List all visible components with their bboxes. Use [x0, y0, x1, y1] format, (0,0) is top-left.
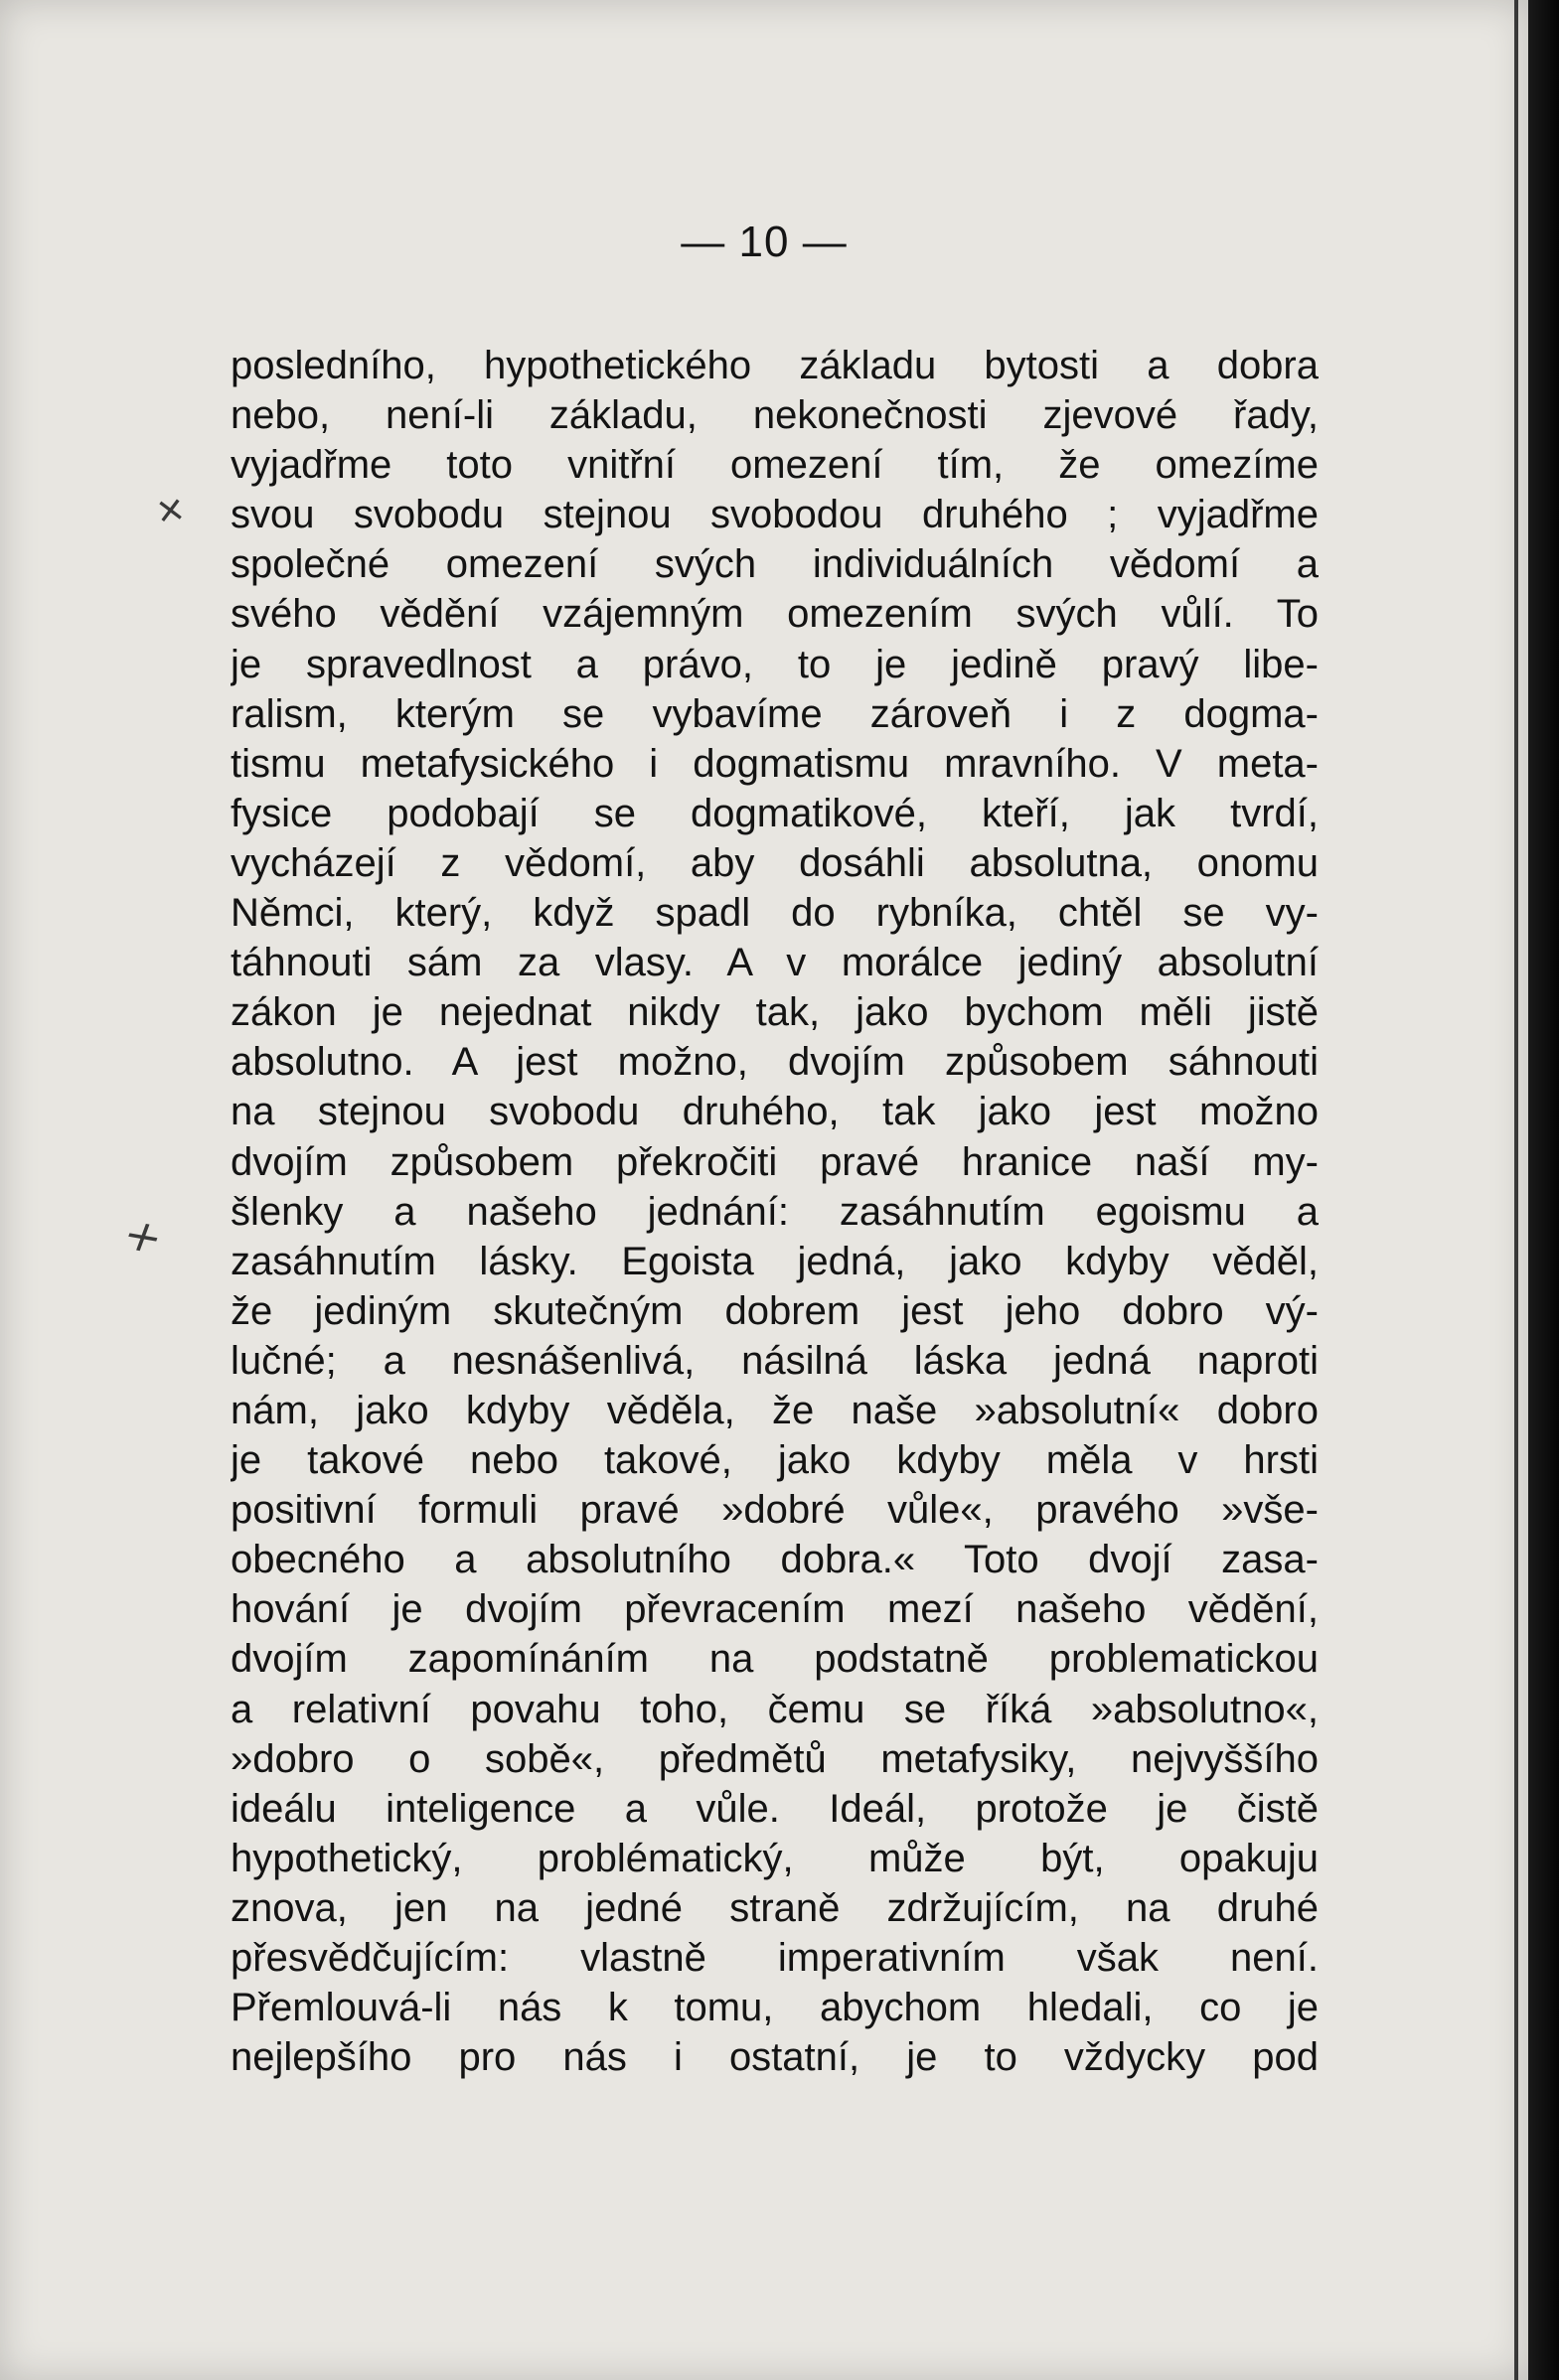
text-line: Němci, který, když spadl do rybníka, chtěl se vy- — [231, 891, 1319, 936]
text-line: na stejnou svobodu druhého, tak jako jest možno — [231, 1090, 1319, 1134]
text-line: šlenky a našeho jednání: zasáhnutím egoismu a — [231, 1189, 1319, 1234]
text-line: Přemlouvá-li nás k tomu, abychom hledali, co je — [231, 1986, 1319, 2030]
body-text — [231, 341, 1319, 2082]
text-line: »dobro o sobě«, předmětů metafysiky, nejvyššího — [231, 1736, 1319, 1781]
text-line: lučné; a nesnášenlivá, násilná láska jedná naproti — [231, 1338, 1319, 1383]
text-line: společné omezení svých individuálních vědomí a — [231, 542, 1319, 587]
text-line: nebo, není-li základu, nekonečnosti zjevové řady, — [231, 393, 1319, 438]
margin-cross-mark-icon: × — [115, 1206, 170, 1267]
text-line: je spravedlnost a právo, to je jedině pravý libe- — [231, 642, 1319, 686]
text-line: posledního, hypothetického základu bytosti a dobra — [231, 344, 1319, 387]
text-line: hování je dvojím převracením mezí našeho vědění, — [231, 1587, 1319, 1632]
text-line: absolutno. A jest možno, dvojím způsobem sáhnouti — [231, 1040, 1319, 1085]
text-line: nejlepšího pro nás i ostatní, je to vždycky pod — [231, 2035, 1319, 2080]
text-line: ralism, kterým se vybavíme zároveň i z dogma- — [231, 691, 1319, 736]
text-line: tismu metafysického i dogmatismu mravního. V meta- — [231, 741, 1319, 786]
text-line: že jediným skutečným dobrem jest jeho dobro vý- — [231, 1288, 1319, 1333]
text-line: positivní formuli pravé »dobré vůle«, pravého »vše- — [231, 1488, 1319, 1533]
text-line: svého vědění vzájemným omezením svých vůlí. To — [231, 592, 1319, 637]
text-line: dvojím způsobem překročiti pravé hranice naší my- — [231, 1139, 1319, 1184]
binding-line — [1514, 0, 1518, 2380]
text-line: nám, jako kdyby věděla, že naše »absolutní« dobro — [231, 1388, 1319, 1432]
text-line: fysice podobají se dogmatikové, kteří, jak tvrdí, — [231, 791, 1319, 835]
text-line: obecného a absolutního dobra.« Toto dvojí zasa- — [231, 1538, 1319, 1582]
text-line: vyjadřme toto vnitřní omezení tím, že omezíme — [231, 443, 1319, 488]
text-line: znova, jen na jedné straně zdržujícím, na druhé — [231, 1885, 1319, 1930]
text-line: přesvědčujícím: vlastně imperativním však není. — [231, 1936, 1319, 1980]
text-line: dvojím zapomínáním na podstatně problematickou — [231, 1637, 1319, 1682]
text-line: zasáhnutím lásky. Egoista jedná, jako kdyby věděl, — [231, 1239, 1319, 1283]
text-line: svou svobodu stejnou svobodou druhého ; vyjadřme — [231, 493, 1319, 537]
binding-edge — [1528, 0, 1559, 2380]
text-line: je takové nebo takové, jako kdyby měla v hrsti — [231, 1438, 1319, 1483]
text-line: táhnouti sám za vlasy. A v morálce jediný absolutní — [231, 941, 1319, 985]
text-line: hypothetický, problématický, může být, opakuju — [231, 1836, 1319, 1880]
text-line: a relativní povahu toho, čemu se říká »absolutno«, — [231, 1687, 1319, 1731]
text-line: vycházejí z vědomí, aby dosáhli absolutna, onomu — [231, 840, 1319, 885]
margin-cross-mark-icon: × — [153, 482, 188, 537]
page-number: — 10 — — [681, 218, 848, 266]
text-line: zákon je nejednat nikdy tak, jako bychom měli jistě — [231, 990, 1319, 1035]
text-line: ideálu inteligence a vůle. Ideál, protože je čistě — [231, 1786, 1319, 1831]
